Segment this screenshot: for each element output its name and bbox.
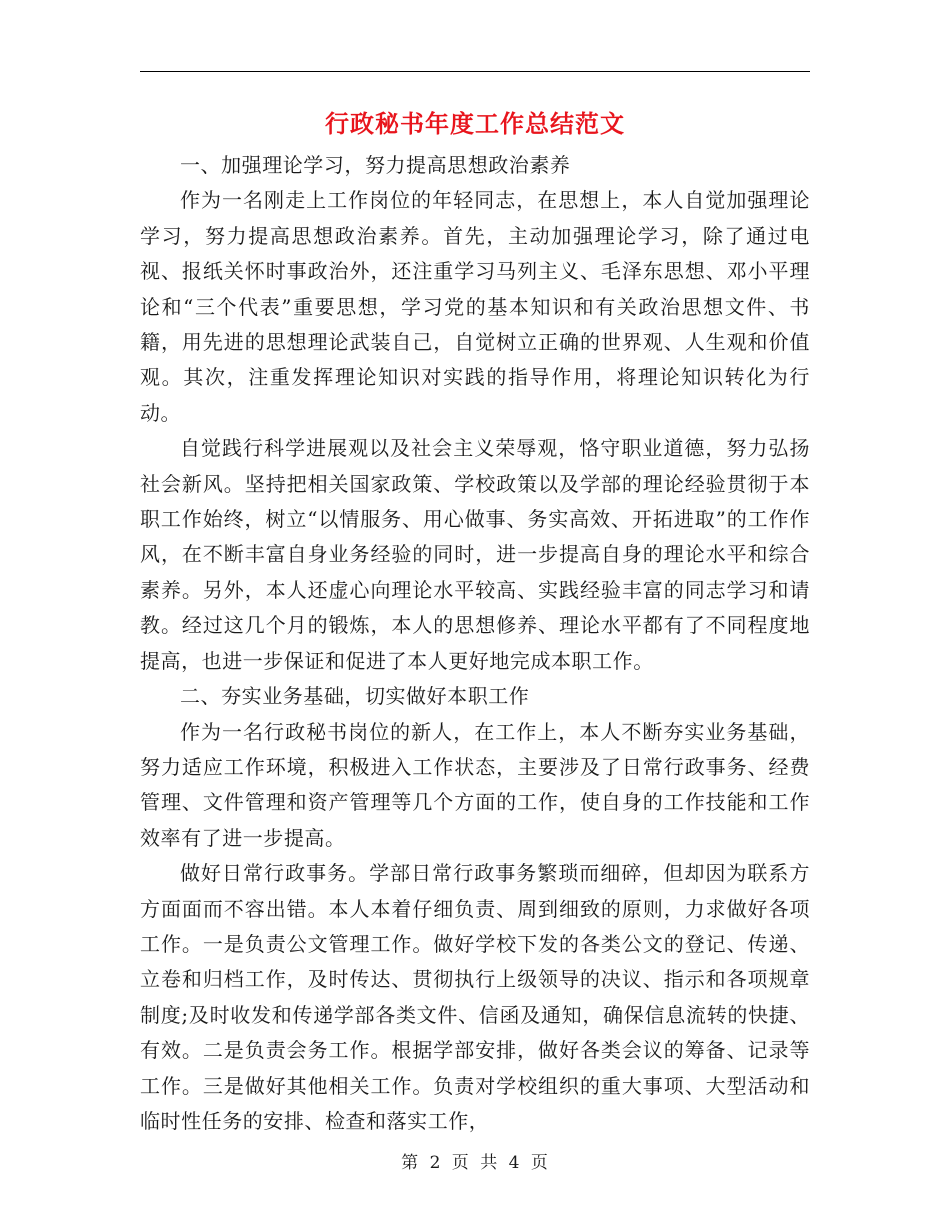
header-rule xyxy=(140,71,810,72)
footer-page-word: 页 xyxy=(451,1153,470,1173)
body-paragraph: 做好日常行政事务。学部日常行政事务繁琐而细碎，但却因为联系方方面面而不容出错。本人本着仔细负责、周到细致的原则，力求做好各项工作。一是负责公文管理工作。做好学校下发的各类公文的登记、传递、立卷和归档工作，及时传达、贯彻执行上级领导的决议、指示和各项规章制度;及时收发和传递学部各类文件、信函及通知，确保信息流转的快捷、有效。二是负责会务工作。根据学部安排，做好各类会议的筹备、记录等工作。三是做好其他相关工作。负责对学校组织的重大事项、大型活动和临时性任务的安排、检查和落实工作， xyxy=(140,861,810,1133)
document-title: 行政秘书年度工作总结范文 xyxy=(325,109,625,138)
footer-total-pages: 4 xyxy=(508,1153,521,1173)
body-paragraph: 作为一名刚走上工作岗位的年轻同志，在思想上，本人自觉加强理论学习，努力提高思想政治素养。首先，主动加强理论学习，除了通过电视、报纸关怀时事政治外，还注重学习马列主义、毛泽东思想、邓小平理论和“三个代表”重要思想，学习党的基本知识和有关政治思想文件、书籍，用先进的思想理论武装自己，自觉树立正确的世界观、人生观和价值观。其次，注重发挥理论知识对实践的指导作用，将理论知识转化为行动。 xyxy=(140,188,810,425)
footer-suffix: 页 xyxy=(530,1153,549,1173)
section-heading-1: 一、加强理论学习，努力提高思想政治素养 xyxy=(180,153,571,177)
footer-prefix: 第 xyxy=(401,1153,420,1173)
body-paragraph: 作为一名行政秘书岗位的新人，在工作上，本人不断夯实业务基础，努力适应工作环境，积极进入工作状态，主要涉及了日常行政事务、经费管理、文件管理和资产管理等几个方面的工作，使自身的工作技能和工作效率有了进一步提高。 xyxy=(140,719,810,850)
section-heading-2: 二、夯实业务基础，切实做好本职工作 xyxy=(180,684,530,709)
footer-current-page: 2 xyxy=(429,1153,442,1173)
document-body xyxy=(140,148,810,1139)
body-paragraph: 自觉践行科学进展观以及社会主义荣辱观，恪守职业道德，努力弘扬社会新风。坚持把相关国家政策、学校政策以及学部的理论经验贯彻于本职工作始终，树立“以情服务、用心做事、务实高效、开拓进取”的工作作风，在不断丰富自身业务经验的同时，进一步提高自身的理论水平和综合素养。另外，本人还虚心向理论水平较高、实践经验丰富的同志学习和请教。经过这几个月的锻炼，本人的思想修养、理论水平都有了不同程度地提高，也进一步保证和促进了本人更好地完成本职工作。 xyxy=(140,436,810,673)
footer-total-word: 共 xyxy=(480,1153,499,1173)
page-number-footer xyxy=(140,1150,810,1176)
